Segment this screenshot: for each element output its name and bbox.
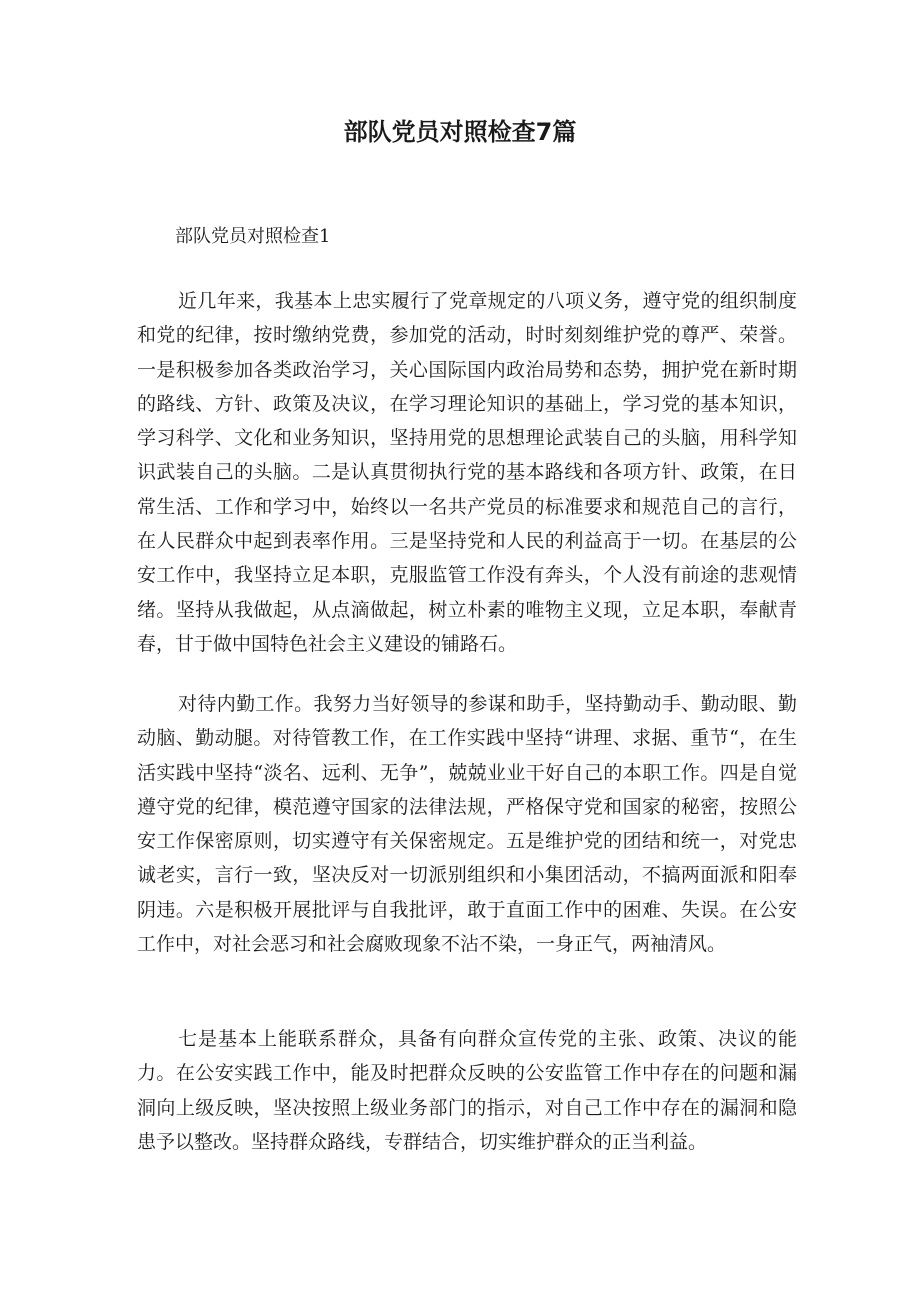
document-title: 部队党员对照检查7篇: [343, 118, 577, 146]
body-paragraph-2: 对待内勤工作。我努力当好领导的参谋和助手，坚持勤动手、勤动眼、勤动脑、勤动腿。对待管教工作，在工作实践中坚持“讲理、求据、重节“，在生活实践中坚持“淡名、远利、无争”，兢兢业业干好自己的本职工作。四是自觉遵守党的纪律，模范遵守国家的法律法规，严格保守党和国家的秘密，按照公安工作保密原则，切实遵守有关保密规定。五是维护党的团结和统一，对党忠诚老实，言行一致，坚决反对一切派别组织和小集团活动，不搞两面派和阳奉阴违。六是积极开展批评与自我批评，敢于直面工作中的困难、失误。在公安工作中，对社会恶习和社会腐败现象不沾不染，一身正气，两袖清风。: [137, 693, 797, 956]
body-paragraph-1: 近几年来，我基本上忠实履行了党章规定的八项义务，遵守党的组织制度和党的纪律，按时缴纳党费，参加党的活动，时时刻刻维护党的尊严、荣誉。一是积极参加各类政治学习，关心国际国内政治局势和态势，拥护党在新时期的路线、方针、政策及决议，在学习理论知识的基础上，学习党的基本知识，学习科学、文化和业务知识，坚持用党的思想理论武装自己的头脑，用科学知识武装自己的头脑。二是认真贯彻执行党的基本路线和各项方针、政策，在日常生活、工作和学习中，始终以一名共产党员的标准要求和规范自己的言行，在人民群众中起到表率作用。三是坚持党和人民的利益高于一切。在基层的公安工作中，我坚持立足本职，克服监管工作没有奔头，个人没有前途的悲观情绪。坚持从我做起，从点滴做起，树立朴素的唯物主义现，立足本职，奉献青春，甘于做中国特色社会主义建设的铺路石。: [137, 290, 797, 655]
section-heading: 部队党员对照检查1: [175, 226, 331, 247]
body-paragraph-3: 七是基本上能联系群众，具备有向群众宣传党的主张、政策、决议的能力。在公安实践工作中，能及时把群众反映的公安监管工作中存在的问题和漏洞向上级反映，坚决按照上级业务部门的指示，对自己工作中存在的漏洞和隐患予以整改。坚持群众路线，专群结合，切实维护群众的正当利益。: [137, 1028, 797, 1153]
